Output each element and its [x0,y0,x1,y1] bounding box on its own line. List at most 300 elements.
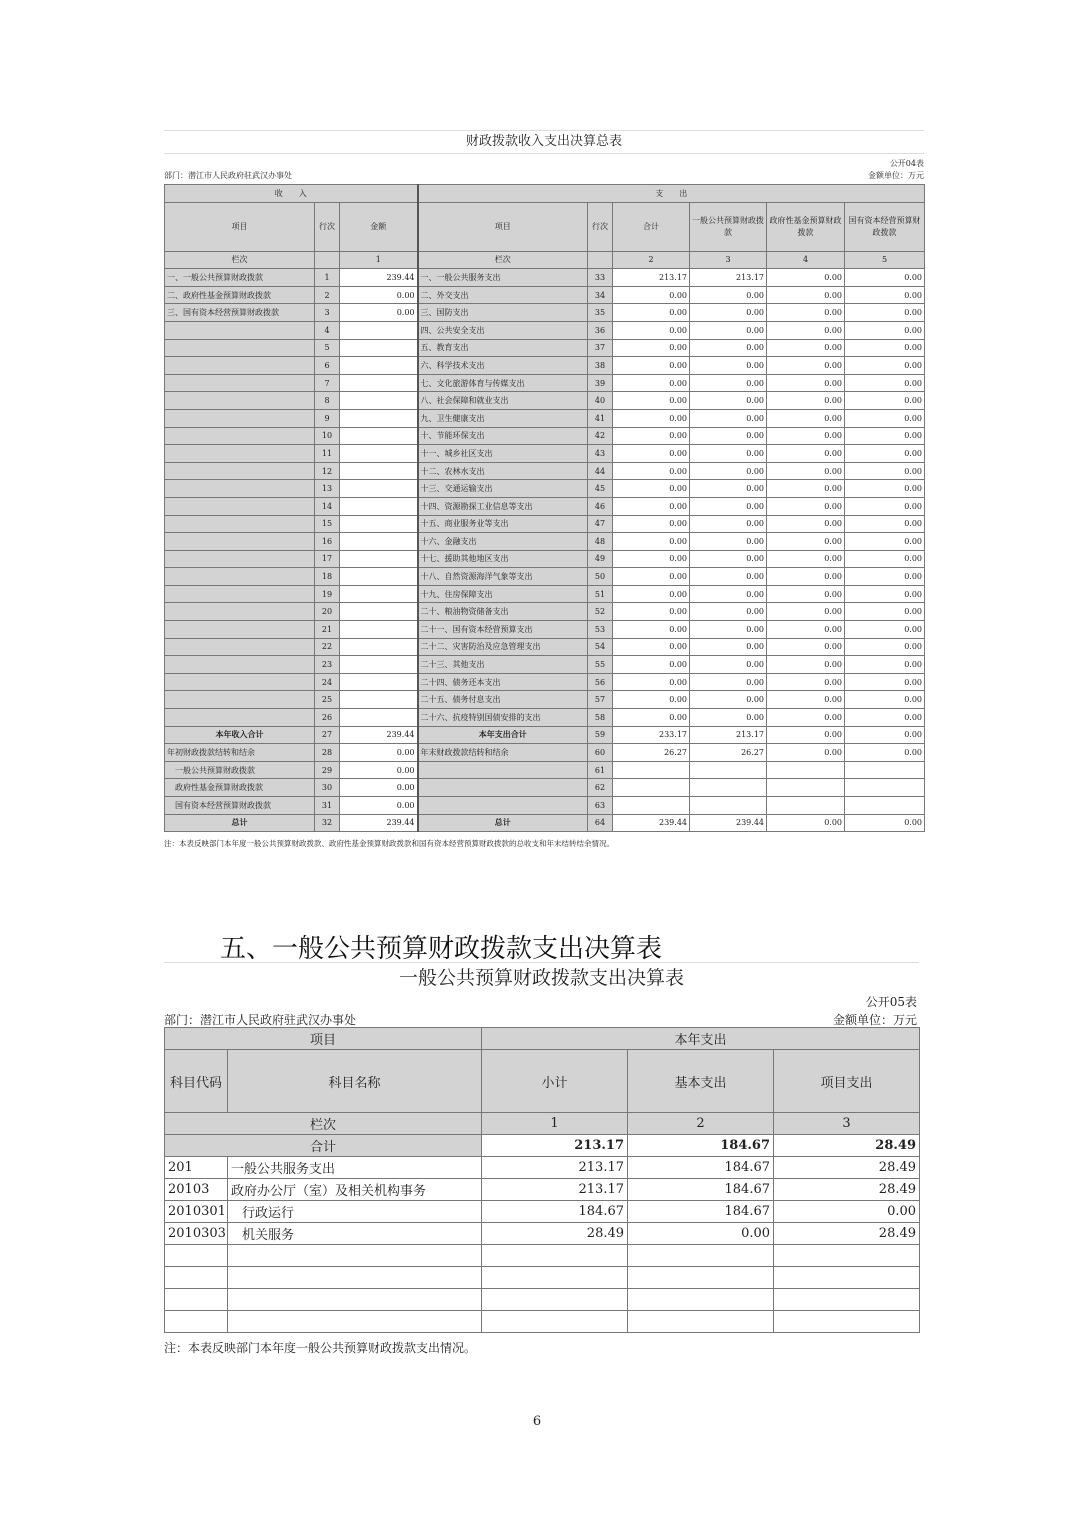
expense-gov-fund: 0.00 [767,515,845,533]
table-row [165,673,925,691]
lanci-1: 1 [482,1113,628,1135]
col-expense-state-capital: 国有资本经营预算财政拨款 [845,202,925,251]
expense-total: 0.00 [613,392,690,410]
table-row [165,462,925,480]
expense-state-capital: 0.00 [845,533,925,551]
table-row [165,304,925,322]
income-header: 收 入 [165,185,418,203]
sub-state-capital-line: 31 [315,797,340,815]
income-line: 5 [315,339,340,357]
expense-item: 四、公共安全支出 [418,321,588,339]
expense-general: 0.00 [690,286,767,304]
lanci-label: 栏次 [418,251,588,269]
income-line: 9 [315,409,340,427]
end-balance-general: 26.27 [690,744,767,762]
table-row [165,339,925,357]
table-row [165,374,925,392]
expense-state-capital: 0.00 [845,286,925,304]
expense-line: 45 [588,480,613,498]
grand-expense-line: 64 [588,814,613,832]
subject-name: 行政运行 [228,1201,482,1223]
income-line: 14 [315,497,340,515]
expense-total: 0.00 [613,480,690,498]
expense-gov-fund: 0.00 [767,533,845,551]
expense-total: 213.17 [613,269,690,287]
row-subtotal: 184.67 [482,1201,628,1223]
expense-state-capital: 0.00 [845,515,925,533]
income-amount [340,673,418,691]
expense-gov-fund: 0.00 [767,304,845,322]
income-line: 23 [315,656,340,674]
income-line: 10 [315,427,340,445]
expense-general: 0.00 [690,392,767,410]
expense-item: 十、节能环保支出 [418,427,588,445]
row-basic: 184.67 [628,1157,774,1179]
table-row [165,515,925,533]
expense-line: 34 [588,286,613,304]
expense-general: 0.00 [690,603,767,621]
lanci-label: 栏次 [165,1113,482,1135]
expense-line: 51 [588,585,613,603]
expense-line: 57 [588,691,613,709]
expense-gov-fund: 0.00 [767,269,845,287]
total-basic: 184.67 [628,1135,774,1157]
lanci-2: 2 [613,251,690,269]
expense-total: 0.00 [613,374,690,392]
expense-total: 0.00 [613,691,690,709]
grand-expense-gov-fund: 0.00 [767,814,845,832]
income-amount [340,656,418,674]
expense-general: 0.00 [690,621,767,639]
expense-state-capital: 0.00 [845,304,925,322]
expense-line: 47 [588,515,613,533]
expense-total: 0.00 [613,585,690,603]
table-04-block [164,130,924,849]
income-amount [340,497,418,515]
table-04-meta [164,154,924,184]
income-amount: 0.00 [340,286,418,304]
grand-expense-state-capital: 0.00 [845,814,925,832]
expense-general: 0.00 [690,374,767,392]
expense-gov-fund: 0.00 [767,585,845,603]
grand-income-amount: 239.44 [340,814,418,832]
income-item [165,462,315,480]
expense-total: 0.00 [613,568,690,586]
expense-line: 46 [588,497,613,515]
expense-line: 37 [588,339,613,357]
subject-name: 机关服务 [228,1223,482,1245]
subject-code: 201 [165,1157,228,1179]
expense-state-capital: 0.00 [845,691,925,709]
lanci-4: 4 [767,251,845,269]
expense-line: 36 [588,321,613,339]
expense-total: 0.00 [613,445,690,463]
sum-expense-total: 233.17 [613,726,690,744]
table-row [165,533,925,551]
subject-name: 政府办公厅（室）及相关机构事务 [228,1179,482,1201]
end-balance-gov-fund: 0.00 [767,744,845,762]
table-row [165,392,925,410]
expense-gov-fund: 0.00 [767,321,845,339]
end-balance-state-capital: 0.00 [845,744,925,762]
sum-expense-gov-fund: 0.00 [767,726,845,744]
col-subtotal: 小计 [482,1050,628,1113]
expense-line: 58 [588,709,613,727]
col-expense-gov-fund: 政府性基金预算财政拨款 [767,202,845,251]
sum-expense-line: 59 [588,726,613,744]
row-project: 28.49 [774,1179,920,1201]
sub-state-capital-expense-line: 63 [588,797,613,815]
table-04 [164,184,925,832]
income-item [165,568,315,586]
expense-state-capital: 0.00 [845,321,925,339]
income-item [165,603,315,621]
table-row [165,497,925,515]
expense-line: 54 [588,638,613,656]
expense-general: 0.00 [690,568,767,586]
income-amount [340,621,418,639]
expense-item: 二十六、抗疫特别国债安排的支出 [418,709,588,727]
income-amount [340,321,418,339]
expense-general: 213.17 [690,269,767,287]
expense-total: 0.00 [613,409,690,427]
income-amount [340,427,418,445]
expense-total: 0.00 [613,656,690,674]
section-heading: 五、一般公共预算财政拨款支出决算表 [220,934,663,964]
col-expense-item: 项目 [418,202,588,251]
row-project: 28.49 [774,1157,920,1179]
table-row [165,691,925,709]
row-project: 0.00 [774,1201,920,1223]
expense-gov-fund: 0.00 [767,462,845,480]
table-row [165,568,925,586]
income-amount [340,515,418,533]
lanci-1: 1 [340,251,418,269]
income-amount [340,533,418,551]
expense-gov-fund: 0.00 [767,691,845,709]
sum-expense-label: 本年支出合计 [418,726,588,744]
expense-total: 0.00 [613,321,690,339]
income-line: 22 [315,638,340,656]
income-item [165,656,315,674]
lanci-3: 3 [690,251,767,269]
income-line: 26 [315,709,340,727]
expense-item: 十四、资源勘探工业信息等支出 [418,497,588,515]
expense-item: 二十三、其他支出 [418,656,588,674]
expense-state-capital: 0.00 [845,462,925,480]
expense-item: 十九、住房保障支出 [418,585,588,603]
income-amount [340,339,418,357]
income-item: 三、国有资本经营预算财政拨款 [165,304,315,322]
expense-total: 0.00 [613,304,690,322]
income-line: 18 [315,568,340,586]
expense-gov-fund: 0.00 [767,480,845,498]
income-item [165,673,315,691]
grand-expense-total: 239.44 [613,814,690,832]
expense-state-capital: 0.00 [845,550,925,568]
expense-item: 二十一、国有资本经营预算支出 [418,621,588,639]
page-number: 6 [532,1414,542,1429]
expense-gov-fund: 0.00 [767,550,845,568]
expense-total: 0.00 [613,709,690,727]
col-expense-general: 一般公共预算财政拨款 [690,202,767,251]
expense-item: 六、科学技术支出 [418,357,588,375]
expense-general: 0.00 [690,638,767,656]
expense-item: 八、社会保障和就业支出 [418,392,588,410]
expense-total: 0.00 [613,550,690,568]
expense-general: 0.00 [690,357,767,375]
end-balance-line: 60 [588,744,613,762]
table-row [165,427,925,445]
expense-total: 0.00 [613,621,690,639]
table-row [165,1179,920,1201]
expense-total: 0.00 [613,286,690,304]
expense-item: 七、文化旅游体育与传媒支出 [418,374,588,392]
table-row [165,321,925,339]
expense-line: 43 [588,445,613,463]
table-row [165,656,925,674]
expense-state-capital: 0.00 [845,621,925,639]
income-item [165,621,315,639]
expense-line: 48 [588,533,613,551]
income-line: 11 [315,445,340,463]
income-line: 15 [315,515,340,533]
expense-total: 0.00 [613,533,690,551]
income-line: 21 [315,621,340,639]
expense-general: 0.00 [690,533,767,551]
total-subtotal: 213.17 [482,1135,628,1157]
expense-item: 三、国防支出 [418,304,588,322]
expense-item: 十五、商业服务业等支出 [418,515,588,533]
income-item [165,427,315,445]
expense-item: 二十二、灾害防治及应急管理支出 [418,638,588,656]
row-basic: 0.00 [628,1223,774,1245]
income-item [165,445,315,463]
expense-gov-fund: 0.00 [767,427,845,445]
income-amount [340,409,418,427]
lanci-3: 3 [774,1113,920,1135]
expense-item: 五、教育支出 [418,339,588,357]
table-row [165,1201,920,1223]
income-line: 12 [315,462,340,480]
income-item [165,409,315,427]
col-code: 科目代码 [165,1050,228,1113]
table-row [165,286,925,304]
expense-item: 十七、援助其他地区支出 [418,550,588,568]
subject-name: 一般公共服务支出 [228,1157,482,1179]
expense-total: 0.00 [613,339,690,357]
expense-total: 0.00 [613,427,690,445]
expense-general: 0.00 [690,656,767,674]
table-row [165,480,925,498]
income-amount [340,357,418,375]
expense-general: 0.00 [690,339,767,357]
expense-item: 二十四、债务还本支出 [418,673,588,691]
sub-gov-fund-label: 政府性基金预算财政拨款 [165,779,315,797]
income-item [165,497,315,515]
table-row [165,550,925,568]
income-amount [340,638,418,656]
expense-gov-fund: 0.00 [767,568,845,586]
expense-total: 0.00 [613,603,690,621]
income-line: 24 [315,673,340,691]
income-item [165,709,315,727]
sub-general-expense-line: 61 [588,761,613,779]
income-amount: 0.00 [340,304,418,322]
table-row [165,621,925,639]
end-balance-total: 26.27 [613,744,690,762]
hdr-item: 项目 [165,1028,482,1050]
expense-item: 二、外交支出 [418,286,588,304]
expense-line: 55 [588,656,613,674]
expense-general: 0.00 [690,515,767,533]
income-item [165,321,315,339]
expense-state-capital: 0.00 [845,339,925,357]
expense-item: 二十、粮油物资储备支出 [418,603,588,621]
table-05-unit: 金额单位：万元 [832,1013,917,1027]
income-amount [340,462,418,480]
income-item [165,339,315,357]
income-line: 3 [315,304,340,322]
expense-gov-fund: 0.00 [767,374,845,392]
expense-item: 二十五、债务付息支出 [418,691,588,709]
table-05-title: 一般公共预算财政拨款支出决算表 [164,962,919,993]
expense-state-capital: 0.00 [845,445,925,463]
income-line: 20 [315,603,340,621]
expense-item: 十六、金融支出 [418,533,588,551]
expense-state-capital: 0.00 [845,409,925,427]
table-05 [164,1027,920,1333]
income-line: 1 [315,269,340,287]
row-subtotal: 213.17 [482,1179,628,1201]
sum-expense-state-capital: 0.00 [845,726,925,744]
expense-item: 九、卫生健康支出 [418,409,588,427]
expense-line: 44 [588,462,613,480]
table-05-meta [164,993,919,1027]
income-item [165,357,315,375]
expense-general: 0.00 [690,304,767,322]
expense-state-capital: 0.00 [845,480,925,498]
income-line: 16 [315,533,340,551]
expense-general: 0.00 [690,550,767,568]
expense-general: 0.00 [690,691,767,709]
row-basic: 184.67 [628,1201,774,1223]
sub-general-label: 一般公共预算财政拨款 [165,761,315,779]
income-item: 二、政府性基金预算财政拨款 [165,286,315,304]
begin-balance-amount: 0.00 [340,744,418,762]
expense-general: 0.00 [690,321,767,339]
row-project: 28.49 [774,1223,920,1245]
begin-balance-line: 28 [315,744,340,762]
expense-state-capital: 0.00 [845,497,925,515]
income-line: 25 [315,691,340,709]
expense-state-capital: 0.00 [845,568,925,586]
row-subtotal: 213.17 [482,1157,628,1179]
table-row [165,445,925,463]
total-project: 28.49 [774,1135,920,1157]
expense-line: 38 [588,357,613,375]
sub-state-capital-label: 国有资本经营预算财政拨款 [165,797,315,815]
grand-income-line: 32 [315,814,340,832]
expense-state-capital: 0.00 [845,357,925,375]
expense-gov-fund: 0.00 [767,709,845,727]
grand-income-label: 总计 [165,814,315,832]
expense-general: 0.00 [690,427,767,445]
subject-code: 2010301 [165,1201,228,1223]
sub-general-line: 29 [315,761,340,779]
sub-state-capital-amount: 0.00 [340,797,418,815]
expense-state-capital: 0.00 [845,585,925,603]
sub-gov-fund-line: 30 [315,779,340,797]
table-row [165,269,925,287]
income-item [165,638,315,656]
table-row [165,357,925,375]
sum-income-line: 27 [315,726,340,744]
income-item [165,374,315,392]
income-amount [340,392,418,410]
table-row [165,1157,920,1179]
expense-general: 0.00 [690,480,767,498]
income-line: 7 [315,374,340,392]
col-basic: 基本支出 [628,1050,774,1113]
income-item [165,392,315,410]
expense-line: 52 [588,603,613,621]
expense-item: 十三、交通运输支出 [418,480,588,498]
subject-code: 20103 [165,1179,228,1201]
expense-total: 0.00 [613,462,690,480]
sum-income-label: 本年收入合计 [165,726,315,744]
expense-total: 0.00 [613,638,690,656]
expense-gov-fund: 0.00 [767,638,845,656]
income-item: 一、一般公共预算财政拨款 [165,269,315,287]
lanci-2: 2 [628,1113,774,1135]
col-income-item: 项目 [165,202,315,251]
expense-item: 一、一般公共服务支出 [418,269,588,287]
expense-line: 40 [588,392,613,410]
income-amount: 239.44 [340,269,418,287]
row-basic: 184.67 [628,1179,774,1201]
total-label: 合计 [165,1135,482,1157]
expense-state-capital: 0.00 [845,638,925,656]
expense-item: 十一、城乡社区支出 [418,445,588,463]
income-item [165,585,315,603]
income-item [165,480,315,498]
col-name: 科目名称 [228,1050,482,1113]
expense-line: 56 [588,673,613,691]
expense-item: 十二、农林水支出 [418,462,588,480]
begin-balance-label: 年初财政拨款结转和结余 [165,744,315,762]
expense-general: 0.00 [690,709,767,727]
lanci-5: 5 [845,251,925,269]
income-item [165,515,315,533]
table-row [165,709,925,727]
expense-state-capital: 0.00 [845,269,925,287]
table-row [165,1223,920,1245]
expense-gov-fund: 0.00 [767,392,845,410]
income-item [165,691,315,709]
expense-total: 0.00 [613,357,690,375]
expense-gov-fund: 0.00 [767,339,845,357]
expense-total: 0.00 [613,515,690,533]
end-balance-label: 年末财政拨款结转和结余 [418,744,588,762]
income-line: 19 [315,585,340,603]
income-line: 6 [315,357,340,375]
expense-header: 支 出 [418,185,925,203]
expense-gov-fund: 0.00 [767,445,845,463]
table-row [165,409,925,427]
col-income-line: 行次 [315,202,340,251]
expense-state-capital: 0.00 [845,427,925,445]
